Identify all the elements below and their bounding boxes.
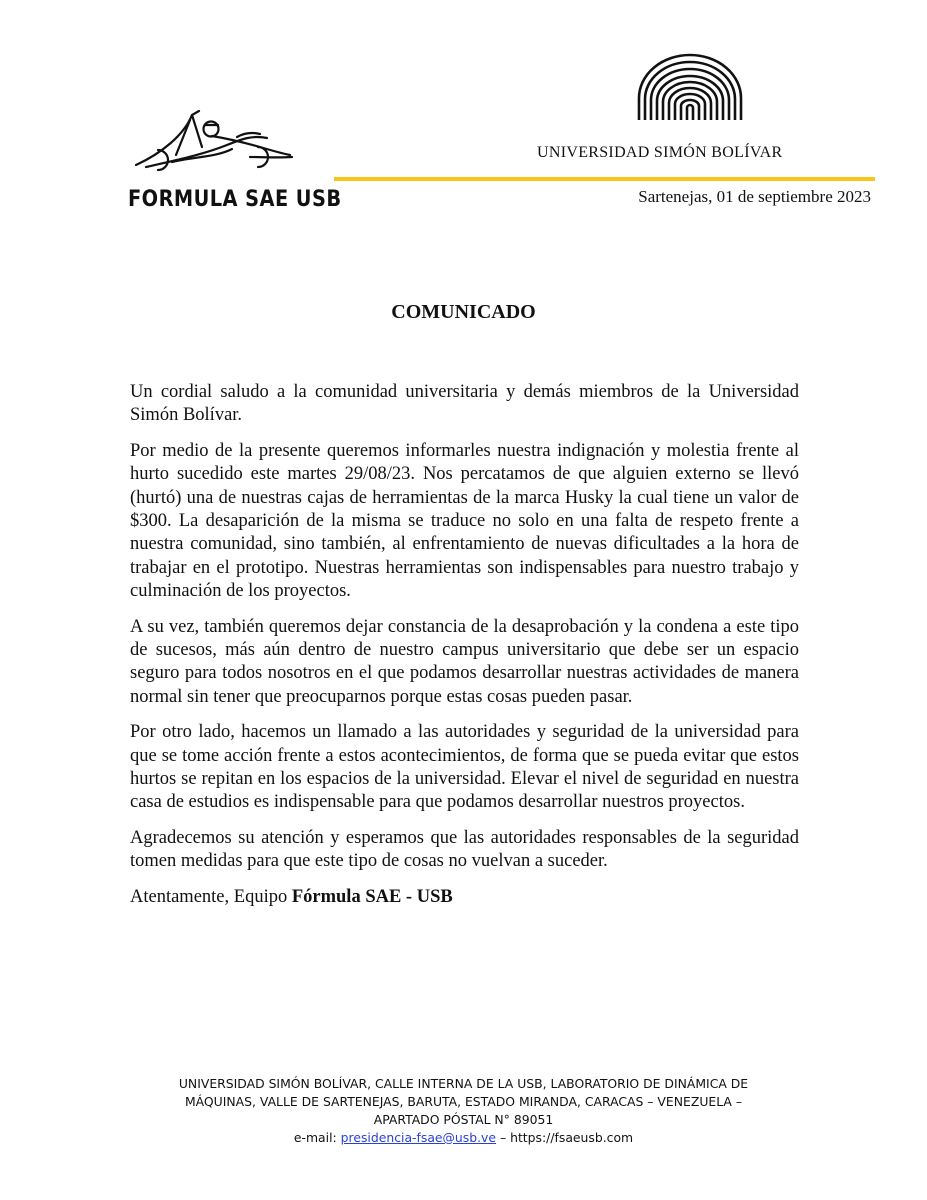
footer-address-line: UNIVERSIDAD SIMÓN BOLÍVAR, CALLE INTERNA DE LA USB, LABORATORIO DE DINÁMICA DE (178, 1076, 749, 1091)
formula-sae-logo (128, 105, 342, 215)
formula-car-logo-icon (132, 105, 302, 180)
letter-body (130, 381, 799, 922)
team-brand-name: FORMULA SAE USB (128, 187, 342, 212)
signoff-team: Fórmula SAE - USB (291, 887, 453, 908)
email-label: e-mail: (293, 1130, 341, 1145)
paragraph-greeting: Un cordial saludo a la comunidad universitaria y demás miembros de la Universidad Simón Bolívar. (130, 382, 799, 426)
paragraph-incident: Por medio de la presente queremos informarles nuestra indignación y molestia frente al hurto sucedido este martes 29/08/23. Nos percatamos de que alguien externo se llevó (hurtó) una de nuestras cajas de herramientas de la marca Husky la cual tiene un valor de $300. La desaparición de la misma se traduce no solo en una falta de respeto frente a nuestra comunidad, sino también, al enfrentamiento de nuevas dificultades a la hora de trabajar en el prototipo. Nuestras herramientas son indispensables para nuestro trabajo y culminación de los proyectos. (130, 441, 799, 601)
page-title: COMUNICADO (391, 301, 536, 323)
email-link[interactable]: presidencia-fsae@usb.ve (340, 1130, 497, 1145)
paragraph-thanks: Agradecemos su atención y esperamos que las autoridades responsables de la seguridad tomen medidas para que este tipo de cosas no vuelvan a suceder. (130, 828, 799, 872)
footer-address-line: APARTADO PÓSTAL N° 89051 (373, 1112, 554, 1127)
signoff-prefix: Atentamente, Equipo (130, 887, 292, 908)
letterhead-accent-rule (334, 177, 875, 181)
footer (0, 1075, 927, 1147)
date-line: Sartenejas, 01 de septiembre 2023 (638, 187, 871, 206)
paragraph-call-to-action: Por otro lado, hacemos un llamado a las autoridades y seguridad de la universidad para que se tome acción frente a estos acontecimientos, de forma que se pueda evitar que estos hurtos se repitan en los espacios de la universidad. Elevar el nivel de seguridad en nuestra casa de estudios es indispensable para que podamos desarrollar nuestros proyectos. (130, 722, 799, 813)
website-link[interactable]: https://fsaeusb.com (510, 1130, 634, 1145)
university-name: UNIVERSIDAD SIMÓN BOLÍVAR (537, 144, 783, 161)
footer-contact-line (0, 1129, 927, 1147)
contact-separator: – (496, 1130, 511, 1145)
signoff (130, 886, 799, 909)
footer-address-line: MÁQUINAS, VALLE DE SARTENEJAS, BARUTA, ESTADO MIRANDA, CARACAS – VENEZUELA – (184, 1094, 743, 1109)
usb-arch-emblem-icon (635, 52, 745, 122)
paragraph-condemnation: A su vez, también queremos dejar constancia de la desaprobación y la condena a este tipo de sucesos, más aún dentro de nuestro campus universitario que debe ser un espacio seguro para todos nosotros en el que podamos desarrollar nuestras actividades de manera normal sin tener que preocuparnos porque estas cosas pueden pasar. (130, 616, 799, 707)
